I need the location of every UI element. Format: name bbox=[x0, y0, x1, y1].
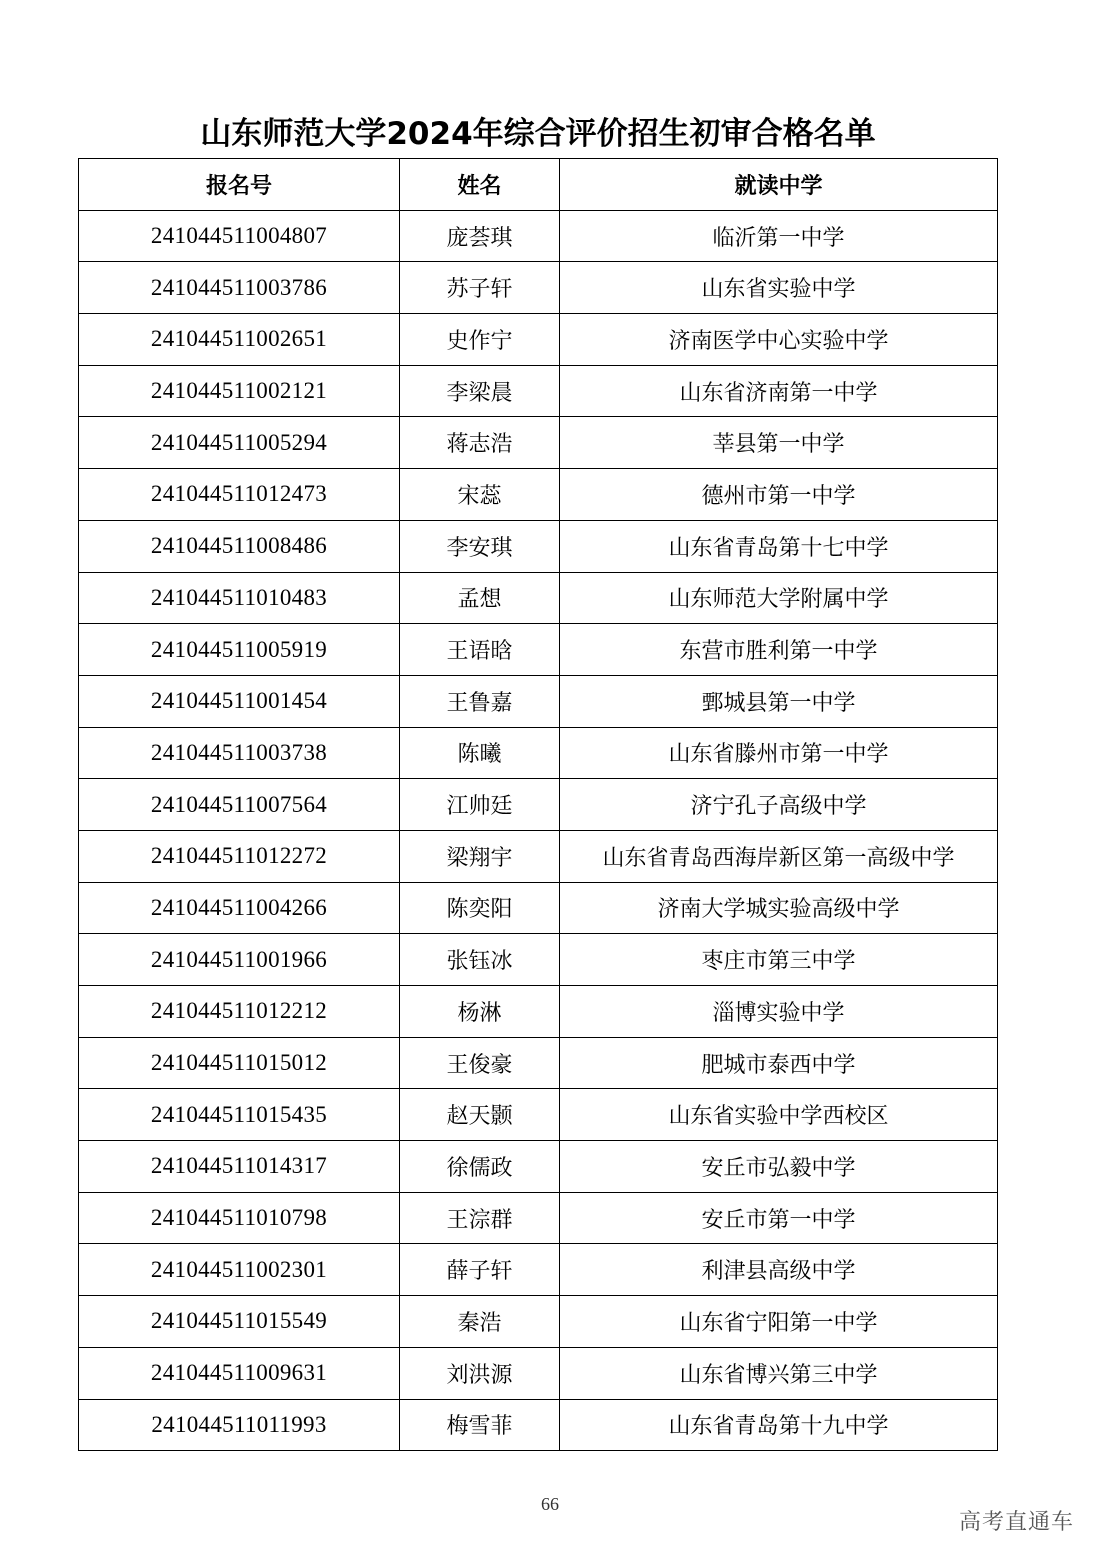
student-name-cell: 赵天颢 bbox=[400, 1089, 560, 1141]
school-name-cell: 山东省济南第一中学 bbox=[560, 365, 998, 417]
table-row bbox=[79, 572, 998, 624]
registration-number-cell: 241044511005294 bbox=[79, 417, 400, 469]
school-name-cell: 济宁孔子高级中学 bbox=[560, 779, 998, 831]
student-name-cell: 张钰冰 bbox=[400, 934, 560, 986]
table-row bbox=[79, 210, 998, 262]
student-name-cell: 杨淋 bbox=[400, 986, 560, 1038]
school-name-cell: 利津县高级中学 bbox=[560, 1244, 998, 1296]
registration-number-cell: 241044511010798 bbox=[79, 1192, 400, 1244]
registration-number-cell: 241044511015435 bbox=[79, 1089, 400, 1141]
page-title: 山东师范大学2024年综合评价招生初审合格名单 bbox=[200, 116, 876, 152]
student-name-cell: 蒋志浩 bbox=[400, 417, 560, 469]
watermark: 高考直通车 bbox=[958, 1510, 1074, 1535]
table-row bbox=[79, 779, 998, 831]
student-name-cell: 王鲁嘉 bbox=[400, 675, 560, 727]
school-name-cell: 东营市胜利第一中学 bbox=[560, 624, 998, 676]
page-number: 66 bbox=[541, 1494, 559, 1514]
column-header-name: 姓名 bbox=[400, 159, 560, 211]
student-name-cell: 苏子轩 bbox=[400, 262, 560, 314]
student-name-cell: 孟想 bbox=[400, 572, 560, 624]
school-name-cell: 安丘市弘毅中学 bbox=[560, 1141, 998, 1193]
registration-number-cell: 241044511007564 bbox=[79, 779, 400, 831]
table-row bbox=[79, 469, 998, 521]
school-name-cell: 山东省青岛西海岸新区第一高级中学 bbox=[560, 830, 998, 882]
registration-number-cell: 241044511002121 bbox=[79, 365, 400, 417]
student-name-cell: 宋蕊 bbox=[400, 469, 560, 521]
student-name-cell: 李安琪 bbox=[400, 520, 560, 572]
table-row bbox=[79, 1141, 998, 1193]
registration-number-cell: 241044511014317 bbox=[79, 1141, 400, 1193]
table-row bbox=[79, 1037, 998, 1089]
school-name-cell: 山东省实验中学西校区 bbox=[560, 1089, 998, 1141]
registration-number-cell: 241044511012473 bbox=[79, 469, 400, 521]
registration-number-cell: 241044511015012 bbox=[79, 1037, 400, 1089]
table-row bbox=[79, 624, 998, 676]
school-name-cell: 山东省青岛第十九中学 bbox=[560, 1399, 998, 1451]
table-row bbox=[79, 314, 998, 366]
column-header-registration-number: 报名号 bbox=[79, 159, 400, 211]
school-name-cell: 淄博实验中学 bbox=[560, 986, 998, 1038]
registration-number-cell: 241044511004266 bbox=[79, 882, 400, 934]
table-body bbox=[79, 210, 998, 1451]
school-name-cell: 山东省宁阳第一中学 bbox=[560, 1296, 998, 1348]
table-row bbox=[79, 1296, 998, 1348]
table-row bbox=[79, 727, 998, 779]
registration-number-cell: 241044511005919 bbox=[79, 624, 400, 676]
table-row bbox=[79, 1089, 998, 1141]
student-name-cell: 庞荟琪 bbox=[400, 210, 560, 262]
student-name-cell: 徐儒政 bbox=[400, 1141, 560, 1193]
table-row bbox=[79, 986, 998, 1038]
table-row bbox=[79, 417, 998, 469]
registration-number-cell: 241044511002301 bbox=[79, 1244, 400, 1296]
school-name-cell: 山东师范大学附属中学 bbox=[560, 572, 998, 624]
registration-number-cell: 241044511004807 bbox=[79, 210, 400, 262]
school-name-cell: 安丘市第一中学 bbox=[560, 1192, 998, 1244]
registration-number-cell: 241044511010483 bbox=[79, 572, 400, 624]
table-row bbox=[79, 1347, 998, 1399]
registration-number-cell: 241044511015549 bbox=[79, 1296, 400, 1348]
table-row bbox=[79, 934, 998, 986]
student-name-cell: 梁翔宇 bbox=[400, 830, 560, 882]
registration-number-cell: 241044511001454 bbox=[79, 675, 400, 727]
school-name-cell: 济南医学中心实验中学 bbox=[560, 314, 998, 366]
school-name-cell: 枣庄市第三中学 bbox=[560, 934, 998, 986]
table-row bbox=[79, 675, 998, 727]
student-name-cell: 刘洪源 bbox=[400, 1347, 560, 1399]
student-name-cell: 王俊豪 bbox=[400, 1037, 560, 1089]
student-name-cell: 薛子轩 bbox=[400, 1244, 560, 1296]
table-row bbox=[79, 882, 998, 934]
school-name-cell: 德州市第一中学 bbox=[560, 469, 998, 521]
student-name-cell: 梅雪菲 bbox=[400, 1399, 560, 1451]
student-name-cell: 王淙群 bbox=[400, 1192, 560, 1244]
school-name-cell: 肥城市泰西中学 bbox=[560, 1037, 998, 1089]
student-name-cell: 李梁晨 bbox=[400, 365, 560, 417]
registration-number-cell: 241044511001966 bbox=[79, 934, 400, 986]
student-name-cell: 江帅廷 bbox=[400, 779, 560, 831]
registration-number-cell: 241044511012212 bbox=[79, 986, 400, 1038]
student-name-cell: 陈奕阳 bbox=[400, 882, 560, 934]
student-name-cell: 王语晗 bbox=[400, 624, 560, 676]
table-row bbox=[79, 1244, 998, 1296]
registration-number-cell: 241044511003738 bbox=[79, 727, 400, 779]
registration-number-cell: 241044511011993 bbox=[79, 1399, 400, 1451]
school-name-cell: 山东省博兴第三中学 bbox=[560, 1347, 998, 1399]
registration-number-cell: 241044511008486 bbox=[79, 520, 400, 572]
school-name-cell: 临沂第一中学 bbox=[560, 210, 998, 262]
registration-number-cell: 241044511003786 bbox=[79, 262, 400, 314]
school-name-cell: 莘县第一中学 bbox=[560, 417, 998, 469]
table-row bbox=[79, 262, 998, 314]
admission-list-table bbox=[78, 158, 998, 1451]
table-row bbox=[79, 520, 998, 572]
table-row bbox=[79, 1192, 998, 1244]
table-row bbox=[79, 1399, 998, 1451]
student-name-cell: 史作宁 bbox=[400, 314, 560, 366]
school-name-cell: 山东省实验中学 bbox=[560, 262, 998, 314]
registration-number-cell: 241044511012272 bbox=[79, 830, 400, 882]
table-row bbox=[79, 365, 998, 417]
table-header-row bbox=[79, 159, 998, 211]
registration-number-cell: 241044511002651 bbox=[79, 314, 400, 366]
school-name-cell: 鄄城县第一中学 bbox=[560, 675, 998, 727]
student-name-cell: 秦浩 bbox=[400, 1296, 560, 1348]
table-row bbox=[79, 830, 998, 882]
school-name-cell: 山东省青岛第十七中学 bbox=[560, 520, 998, 572]
student-name-cell: 陈曦 bbox=[400, 727, 560, 779]
registration-number-cell: 241044511009631 bbox=[79, 1347, 400, 1399]
school-name-cell: 济南大学城实验高级中学 bbox=[560, 882, 998, 934]
column-header-school: 就读中学 bbox=[560, 159, 998, 211]
school-name-cell: 山东省滕州市第一中学 bbox=[560, 727, 998, 779]
